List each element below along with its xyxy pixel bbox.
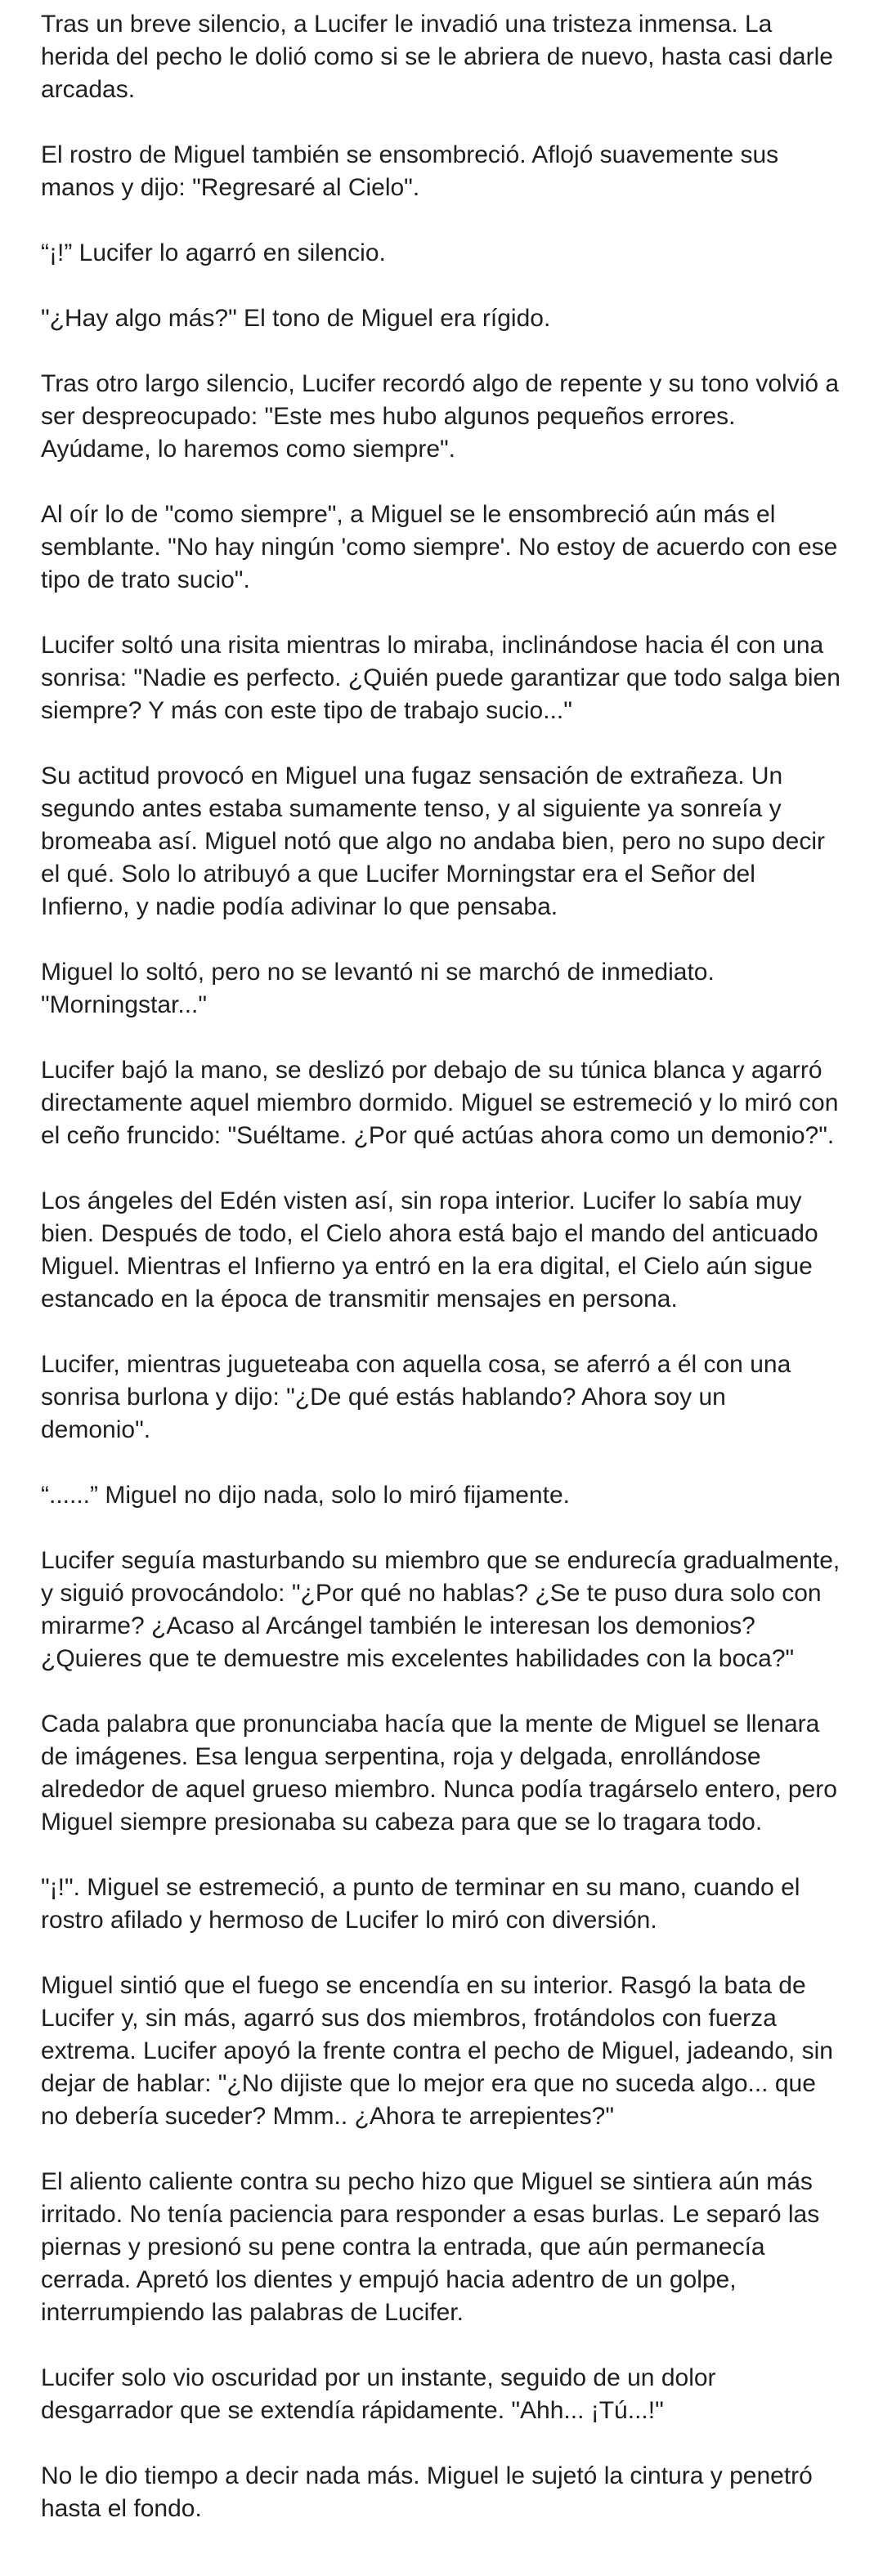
paragraph: Cada palabra que pronunciaba hacía que la mente de Miguel se llenara de imágenes. Esa lengua serpentina, roja y delgada, enrollándose alrededor de aquel grueso miembro. Nunca podía tragárselo entero, pero Miguel siempre presionaba su cabeza para que se lo tragara todo. xyxy=(41,1711,845,1836)
paragraph: Miguel lo soltó, pero no se levantó ni se marchó de inmediato. "Morningstar..." xyxy=(41,959,722,1018)
paragraph: Al oír lo de "como siempre", a Miguel se le ensombreció aún más el semblante. "No hay ningún 'como siempre'. No estoy de acuerdo con ese tipo de trato sucio". xyxy=(41,501,845,593)
paragraph: “¡!” Lucifer lo agarró en silencio. xyxy=(41,239,386,266)
paragraph: El aliento caliente contra su pecho hizo que Miguel se sintiera aún más irritado. No tenía paciencia para responder a esas burlas. Le separó las piernas y presionó su pene contra la entrada, que aún permanecía cerrada. Apretó los dientes y empujó hacia adentro de un golpe, interrumpiendo las palabras de Lucifer. xyxy=(41,2168,827,2326)
paragraph: Miguel sintió que el fuego se encendía en su interior. Rasgó la bata de Lucifer y, sin más, agarró sus dos miembros, frotándolos con fuerza extrema. Lucifer apoyó la frente contra el pecho de Miguel, jadeando, sin dejar de hablar: "¿No dijiste que lo mejor era que no suceda algo... que no debería suceder? Mmm.. ¿Ahora te arrepientes?" xyxy=(41,1972,840,2130)
paragraph: Tras un breve silencio, a Lucifer le invadió una tristeza inmensa. La herida del pecho le dolió como si se le abriera de nuevo, hasta casi darle arcadas. xyxy=(41,11,840,103)
paragraph: No le dio tiempo a decir nada más. Miguel le sujetó la cintura y penetró hasta el fondo. xyxy=(41,2462,820,2522)
paragraph: El rostro de Miguel también se ensombreció. Aflojó suavemente sus manos y dijo: "Regresaré al Cielo". xyxy=(41,141,786,201)
paragraph: "¡!". Miguel se estremeció, a punto de terminar en su mano, cuando el rostro afilado y hermoso de Lucifer lo miró con diversión. xyxy=(41,1874,807,1934)
paragraph: Tras otro largo silencio, Lucifer recordó algo de repente y su tono volvió a ser despreocupado: "Este mes hubo algunos pequeños errores. Ayúdame, lo haremos como siempre". xyxy=(41,370,846,463)
paragraph: “......” Miguel no dijo nada, solo lo miró fijamente. xyxy=(41,1482,570,1509)
paragraph: Lucifer seguía masturbando su miembro que se endurecía gradualmente, y siguió provocándolo: "¿Por qué no hablas? ¿Se te puso dura solo con mirarme? ¿Acaso al Arcángel también le interesan los demonios? ¿Quieres que te demuestre mis excelentes habilidades con la boca?" xyxy=(41,1547,847,1672)
paragraph: "¿Hay algo más?" El tono de Miguel era rígido. xyxy=(41,305,551,332)
paragraph: Lucifer soltó una risita mientras lo miraba, inclinándose hacia él con una sonrisa: "Nadie es perfecto. ¿Quién puede garantizar que todo salga bien siempre? Y más con este tipo de trabajo sucio..." xyxy=(41,632,848,724)
paragraph: Los ángeles del Edén visten así, sin ropa interior. Lucifer lo sabía muy bien. Después de todo, el Cielo ahora está bajo el mando del anticuado Miguel. Mientras el Infierno ya entró en la era digital, el Cielo aún sigue estancado en la época de transmitir mensajes en persona. xyxy=(41,1187,825,1313)
paragraph: Su actitud provocó en Miguel una fugaz sensación de extrañeza. Un segundo antes estaba sumamente tenso, y al siguiente ya sonreía y bromeaba así. Miguel notó que algo no andaba bien, pero no supo decir el qué. Solo lo atribuyó a que Lucifer Morningstar era el Señor del Infierno, y nadie podía adivinar lo que pensaba. xyxy=(41,763,832,920)
paragraph: Lucifer, mientras jugueteaba con aquella cosa, se aferró a él con una sonrisa burlona y dijo: "¿De qué estás hablando? Ahora soy un demonio". xyxy=(41,1351,798,1443)
paragraph: Lucifer solo vio oscuridad por un instante, seguido de un dolor desgarrador que se extendía rápidamente. "Ahh... ¡Tú...!" xyxy=(41,2364,723,2424)
paragraph: Lucifer bajó la mano, se deslizó por debajo de su túnica blanca y agarró directamente aquel miembro dormido. Miguel se estremeció y lo miró con el ceño fruncido: "Suéltame. ¿Por qué actúas ahora como un demonio?". xyxy=(41,1057,845,1149)
